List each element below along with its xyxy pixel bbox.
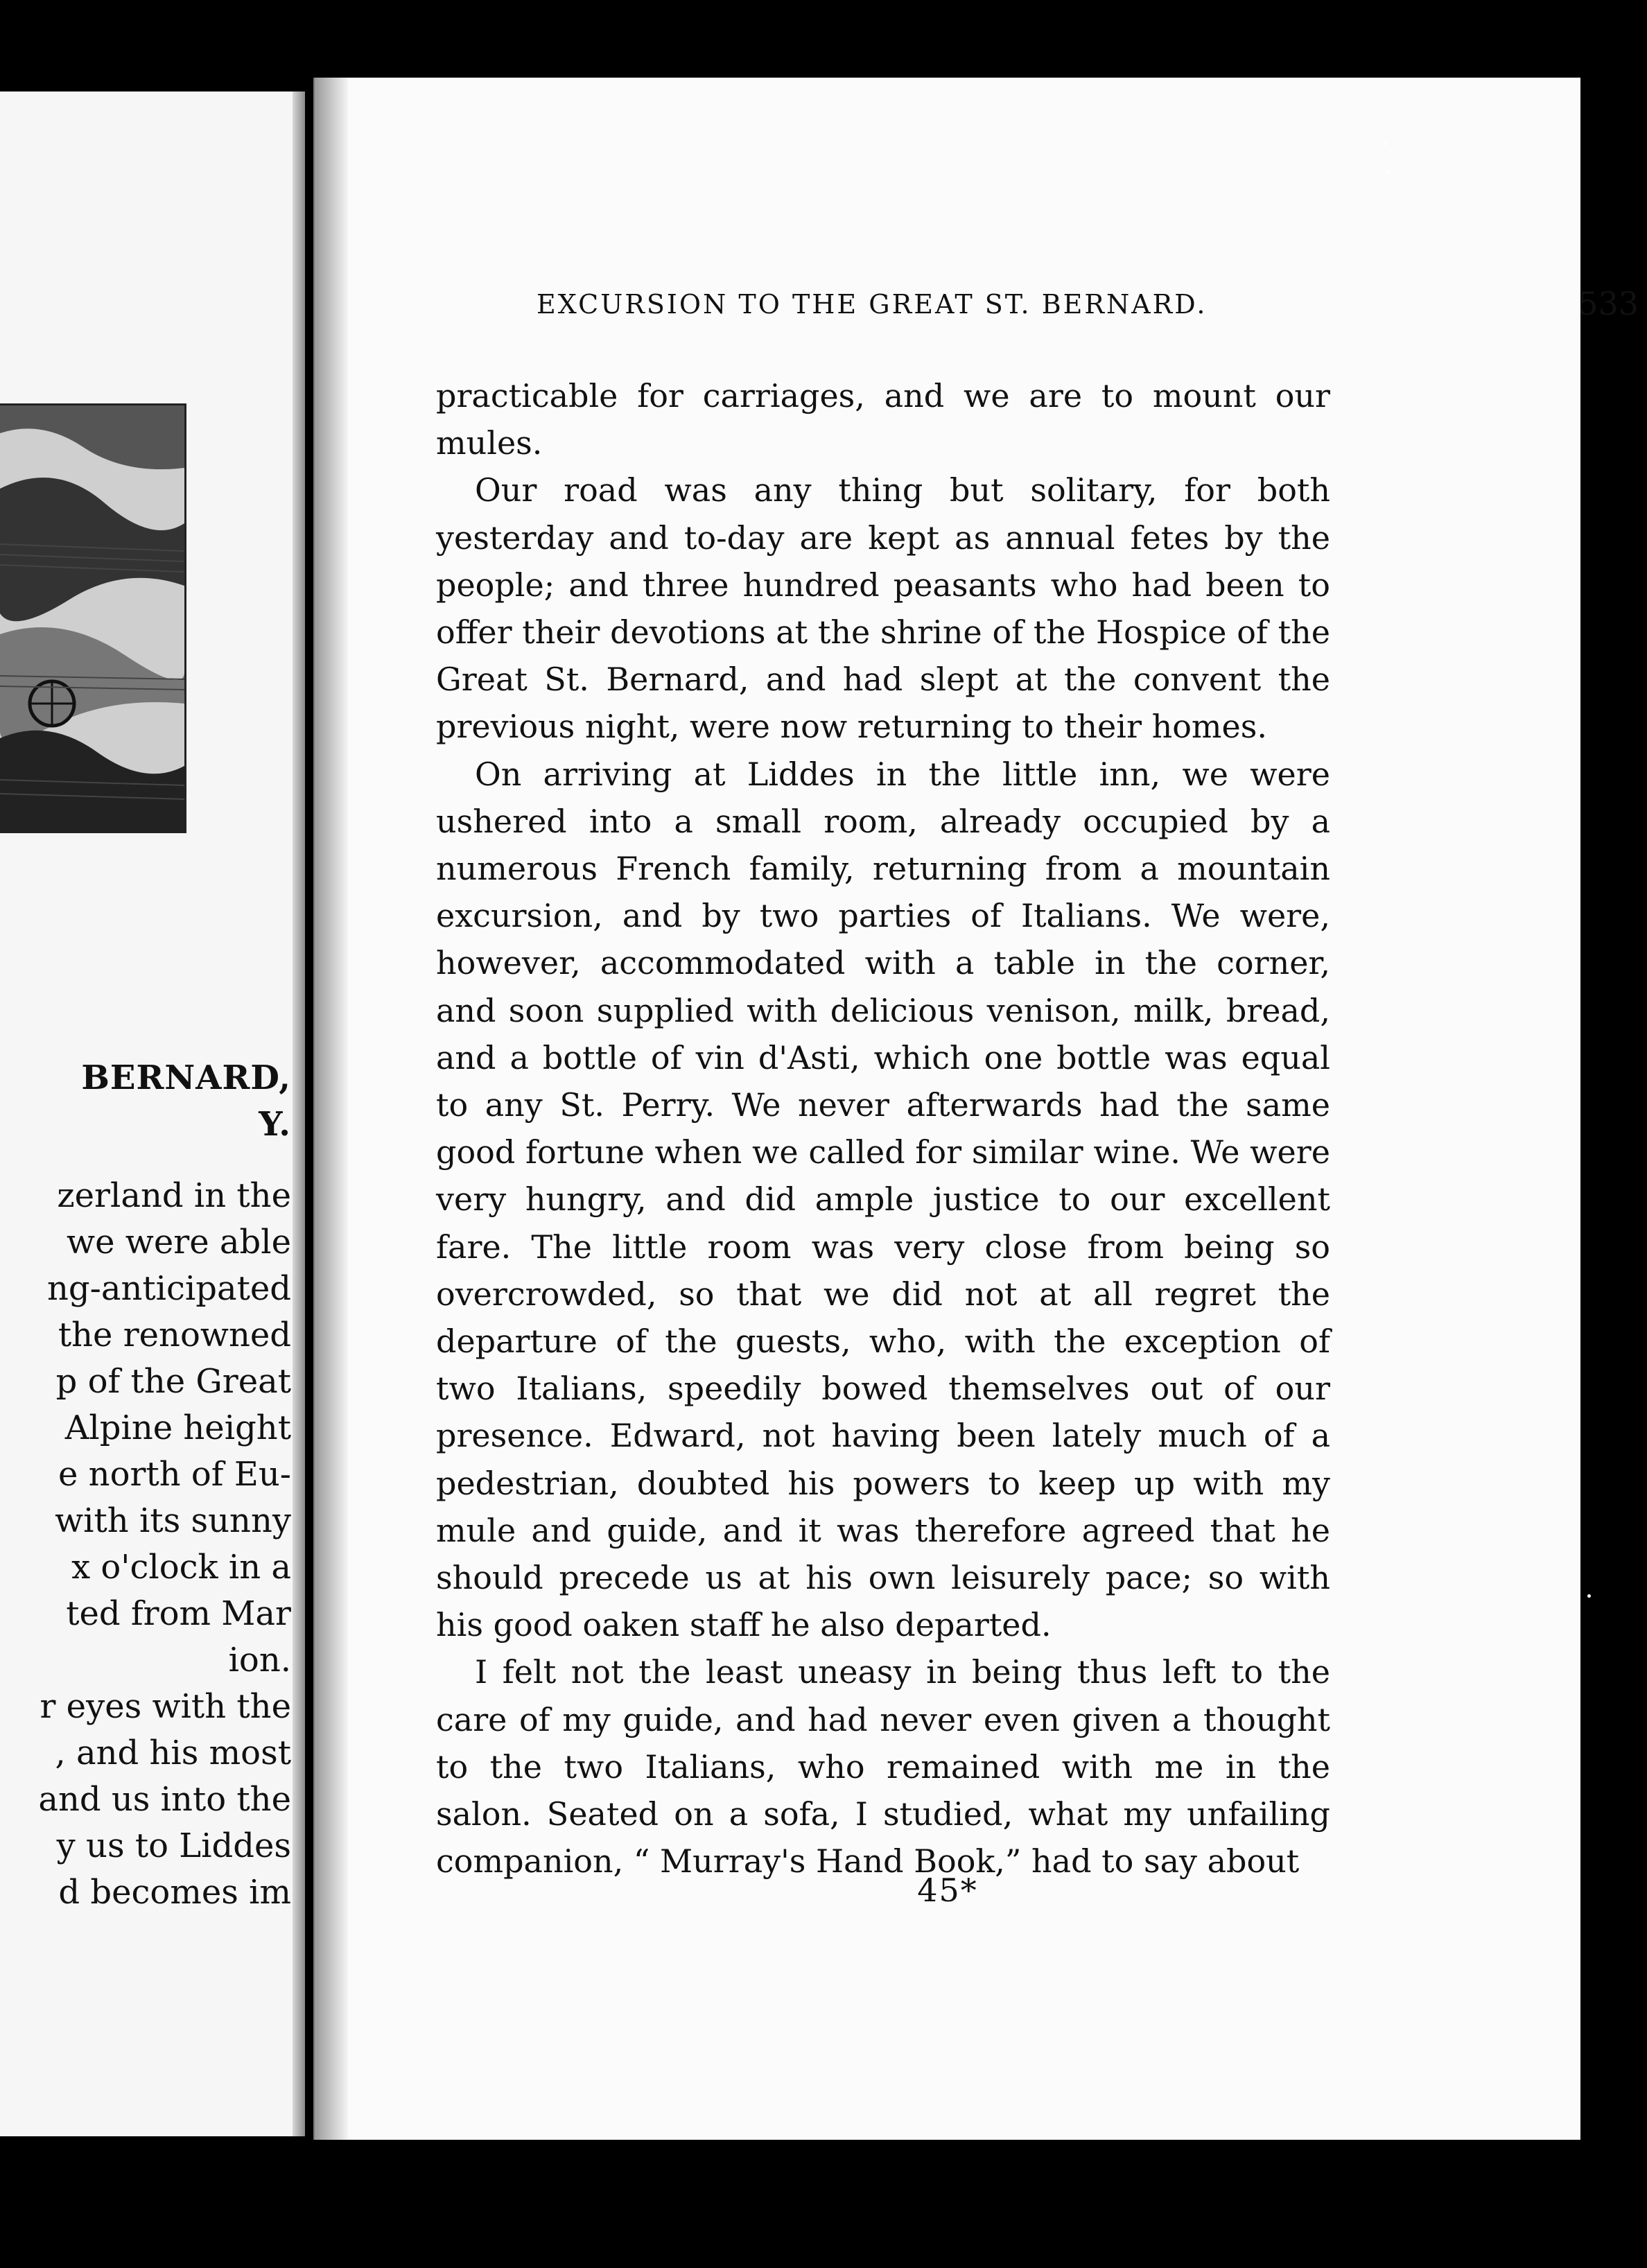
left-heading-line: BERNARD, xyxy=(81,1058,291,1097)
page-number: 533 xyxy=(1578,285,1639,322)
left-text-line: the renowned xyxy=(58,1316,291,1354)
left-text-line: ion. xyxy=(228,1641,291,1680)
left-text-line: r eyes with the xyxy=(40,1687,291,1726)
left-text-line: p of the Great xyxy=(55,1362,291,1401)
running-head xyxy=(537,285,1639,322)
left-text-line: Alpine height xyxy=(64,1408,291,1447)
left-text-line: zerland in the xyxy=(57,1176,291,1215)
left-text-line: we were able xyxy=(67,1223,291,1262)
left-text-line: and us into the xyxy=(38,1780,291,1819)
left-text-line: y us to Liddes xyxy=(56,1826,291,1865)
left-text-line: ted from Mar xyxy=(66,1594,291,1633)
scan-speck xyxy=(1587,1594,1591,1598)
left-text-line: e north of Eu- xyxy=(58,1455,291,1494)
page-curl-shadow xyxy=(315,78,348,2140)
paragraph: On arriving at Liddes in the little inn, we were ushered into a small room, already occupied by a numerous French family, returning from a mountain excursion, and by two parties of Italians. We were, however, accommodated with a table in the corner, and soon supplied with delicious venison, milk, bread, and a bottle of vin d'Asti, which one bottle was equal to any St. Perry. We never afterwards had the same good fortune when we called for similar wine. We were very hungry, and did ample justice to our excellent fare. The little room was very close from being so overcrowded, so that we did not at all regret the departure of the guests, who, with the exception of two Italians, speedily bowed themselves out of our presence. Edward, not having been lately much of a pedestrian, doubted his powers to keep up with my mule and guide, and it was therefore agreed that he should precede us at his own leisurely pace; so with his good oaken staff he also departed. xyxy=(436,755,1330,1644)
left-text-line: d becomes im xyxy=(58,1873,291,1912)
paragraph: I felt not the least uneasy in being thus left to the care of my guide, and had never even given a thought to the two Italians, who remained with me in the salon. Seated on a sofa, I studied, what my unfailing companion, “ Murray's Hand Book,” had to say about xyxy=(436,1653,1330,1881)
scan-speck xyxy=(1386,170,1390,173)
paragraph: practicable for carriages, and we are to mount our mules. xyxy=(436,377,1330,462)
body-text xyxy=(436,372,1330,1885)
scan-speck xyxy=(1383,142,1386,146)
left-page xyxy=(0,91,305,2136)
right-page xyxy=(313,78,1639,2140)
signature-mark: 45* xyxy=(917,1872,978,1909)
left-page-text xyxy=(0,1055,291,1916)
left-text-line: x o'clock in a xyxy=(71,1548,291,1587)
left-text-line: with its sunny xyxy=(55,1501,291,1540)
left-text-line: ng-anticipated xyxy=(46,1269,291,1308)
left-text-line: , and his most xyxy=(55,1734,291,1772)
left-page-gutter xyxy=(293,91,305,2136)
paragraph: Our road was any thing but solitary, for both yesterday and to-day are kept as annual fetes by the people; and three hundred peasants who had been to offer their devotions at the shrine of the Hospice of the Great St. Bernard, and had slept at the convent the previous night, were now returning to their homes. xyxy=(436,471,1330,746)
left-heading-line: Y. xyxy=(259,1105,291,1144)
running-head-title: EXCURSION TO THE GREAT ST. BERNARD. xyxy=(537,289,1208,320)
engraving-illustration xyxy=(0,403,186,833)
